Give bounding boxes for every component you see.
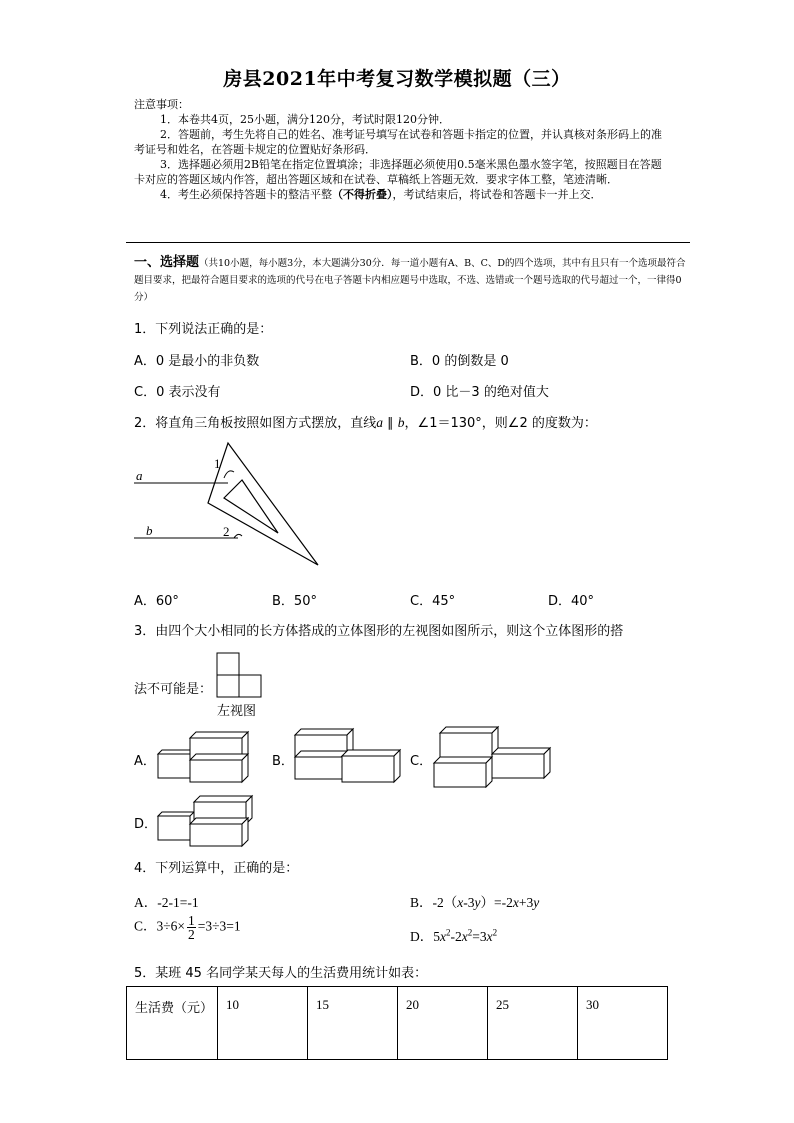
section-1-title: 一、选择题	[134, 255, 200, 270]
q2-stem: 2．将直角三角板按照如图方式摆放，直线a ∥ b，∠1＝130°，则∠2 的度数为：	[134, 415, 597, 431]
q4-option-c: C．3÷6× $\frac{1}{2}$ =3÷3=1	[134, 913, 241, 942]
note-item-3: 3．选择题必须用2B铅笔在指定位置填涂；非选择题必须使用0.5毫米黑色墨水签字笔，按照题目在答题卡对应的答题区域内作答，超出答题区域和在试卷、草稿纸上答题无效．要求字体工整，笔迹清晰．	[134, 158, 662, 186]
section-1-desc: （共10小题，每小题3分，本大题满分30分．每一道小题有A、B、C、D的四个选项，其中有且只有一个选项最符合题目要求，把最符合题目要求的选项的代号在电子答题卡内相应题号中选取，不选、选错或一个题号选取的代号超过一个，一律得0分）	[134, 258, 686, 303]
q1-option-a: A．0 是最小的非负数	[134, 354, 260, 369]
q5-stem: 5．某班 45 名同学某天每人的生活费用统计如表：	[134, 966, 428, 981]
q1-stem: 1．下列说法正确的是：	[134, 322, 273, 337]
section-1-header	[134, 254, 690, 306]
q3-option-c-figure	[430, 722, 556, 788]
q2-label-2: 2	[223, 524, 230, 539]
table-row	[127, 987, 668, 1060]
q3-stem-line2: 法不可能是：	[134, 682, 213, 697]
q3-option-d-figure	[150, 788, 258, 850]
q3-left-view	[216, 652, 266, 698]
q1-option-b: B．0 的倒数是 0	[410, 354, 509, 369]
q3-left-view-caption: 左视图	[217, 704, 257, 719]
note-item-1: 1．本卷共4页，25小题，满分120分，考试时限120分钟．	[160, 113, 450, 126]
q2-label-1: 1	[214, 456, 221, 471]
table-cell: 10	[218, 987, 308, 1060]
q4-option-d: D．$5x^2-2x^2=3x^2$	[410, 927, 498, 944]
q1-option-d: D．0 比－3 的绝对值大	[410, 385, 549, 400]
table-cell: 30	[578, 987, 668, 1060]
table-header-cell: 生活费（元）	[127, 987, 218, 1060]
q2-label-b: b	[146, 523, 153, 538]
table-cell: 20	[398, 987, 488, 1060]
q2-label-a: a	[136, 468, 143, 483]
q3-option-d-label: D．	[134, 817, 158, 832]
q2-option-a: A．60°	[134, 594, 179, 609]
q5-table	[126, 986, 668, 1060]
q2-option-d: D．40°	[548, 594, 595, 609]
table-cell: 25	[488, 987, 578, 1060]
q3-option-a-label: A．	[134, 754, 156, 769]
table-cell: 15	[308, 987, 398, 1060]
q4-stem: 4．下列运算中，正确的是：	[134, 861, 299, 876]
q2-option-c: C．45°	[410, 594, 456, 609]
note-item-2: 2．答题前，考生先将自己的姓名、准考证号填写在试卷和答题卡指定的位置，并认真核对条形码上的准考证号和姓名，在答题卡规定的位置贴好条形码．	[134, 128, 662, 156]
fraction-one-half: $\frac{1}{2}$	[188, 913, 195, 942]
q3-option-c-label: C．	[410, 754, 433, 769]
notes-block	[134, 97, 662, 202]
q2-option-b: B．50°	[272, 594, 317, 609]
divider	[126, 242, 690, 243]
q3-option-b-figure	[292, 726, 412, 790]
q3-stem-line1: 3．由四个大小相同的长方体搭成的立体图形的左视图如图所示，则这个立体图形的搭	[134, 624, 624, 639]
note-item-4: 4．考生必须保持答题卡的整洁平整（不得折叠），考试结束后，将试卷和答题卡一并上交．	[160, 188, 602, 201]
q4-option-b: B．-2（x-3y）=-2x+3y	[410, 895, 540, 910]
q2-figure	[128, 438, 328, 578]
q4-option-a: A．-2-1=-1	[134, 895, 199, 910]
q3-option-b-label: B．	[272, 754, 294, 769]
notes-heading: 注意事项：	[134, 98, 189, 111]
q1-option-c: C．0 表示没有	[134, 385, 221, 400]
paper-title: 房县2021年中考复习数学模拟题（三）	[223, 68, 571, 90]
q3-option-a-figure	[150, 728, 258, 786]
